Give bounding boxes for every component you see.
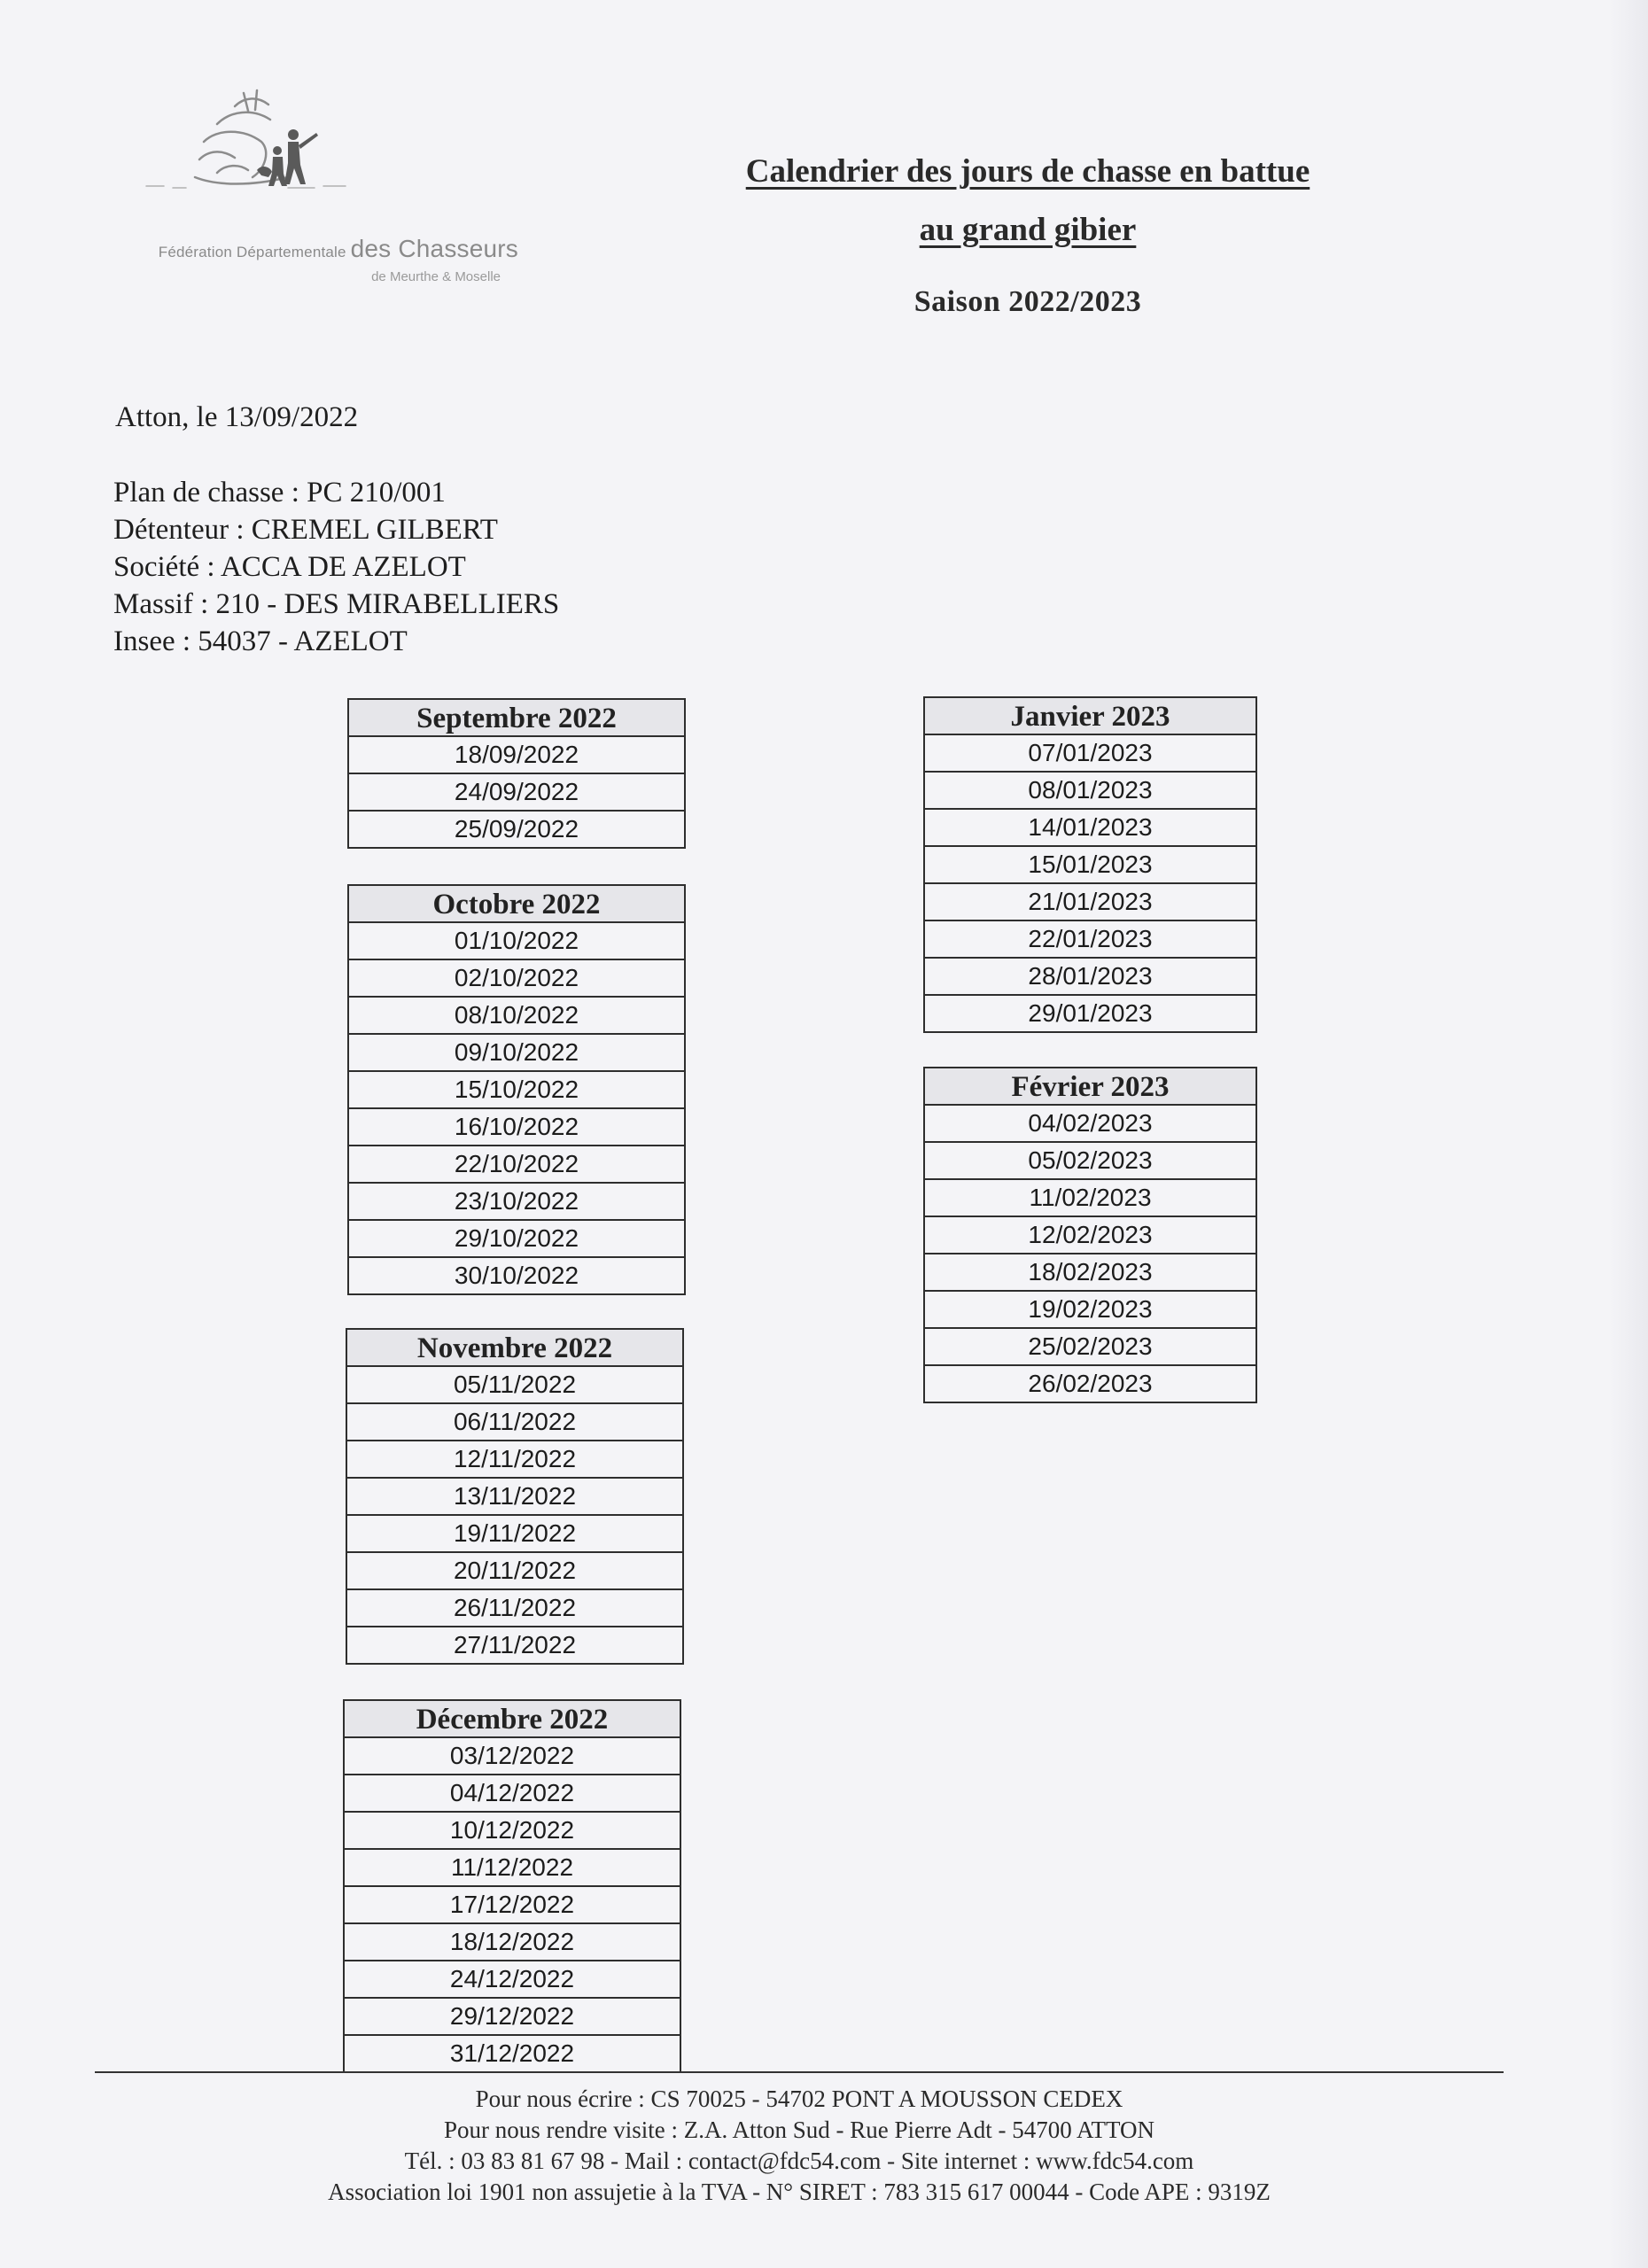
hunt-plan: Plan de chasse : PC 210/001 <box>113 477 446 509</box>
hunt-date-row: 13/11/2022 <box>347 1479 682 1516</box>
hunt-date-row: 08/10/2022 <box>349 998 684 1035</box>
hunt-date-row: 06/11/2022 <box>347 1404 682 1441</box>
month-header: Octobre 2022 <box>349 886 684 923</box>
hunt-date-row: 15/01/2023 <box>925 847 1255 884</box>
hunt-date-row: 22/01/2023 <box>925 921 1255 959</box>
hunt-date-row: 09/10/2022 <box>349 1035 684 1072</box>
society: Société : ACCA DE AZELOT <box>113 551 466 583</box>
footer-divider <box>95 2071 1504 2073</box>
footer-legal: Association loi 1901 non assujetie à la TVA - N° SIRET : 783 315 617 00044 - Code APE : 9319Z <box>328 2179 1271 2205</box>
insee: Insee : 54037 - AZELOT <box>113 625 408 657</box>
hunt-date-row: 18/02/2023 <box>925 1254 1255 1292</box>
hunt-date-row: 16/10/2022 <box>349 1109 684 1146</box>
hunt-date-row: 26/02/2023 <box>925 1366 1255 1403</box>
hunt-date-row: 22/10/2022 <box>349 1146 684 1184</box>
month-table-january <box>923 696 1257 1033</box>
hunters-logo-icon <box>111 89 377 204</box>
hunt-date-row: 27/11/2022 <box>347 1627 682 1665</box>
month-table-october <box>347 884 686 1295</box>
month-header: Janvier 2023 <box>925 698 1255 735</box>
hunt-date-row: 29/12/2022 <box>345 1999 680 2036</box>
hunt-date-row: 29/10/2022 <box>349 1221 684 1258</box>
hunt-date-row: 05/02/2023 <box>925 1143 1255 1180</box>
hunt-date-row: 26/11/2022 <box>347 1590 682 1627</box>
month-table-november <box>346 1328 684 1665</box>
hunt-info-block <box>113 474 559 660</box>
place-date: Atton, le 13/09/2022 <box>115 401 359 433</box>
hunt-date-row: 18/12/2022 <box>345 1924 680 1961</box>
footer-contact: Tél. : 03 83 81 67 98 - Mail : contact@fdc54.com - Site internet : www.fdc54.com <box>404 2148 1194 2174</box>
hunt-date-row: 30/10/2022 <box>349 1258 684 1295</box>
footer <box>95 2084 1504 2208</box>
hunt-date-row: 21/01/2023 <box>925 884 1255 921</box>
hunt-date-row: 15/10/2022 <box>349 1072 684 1109</box>
hunt-date-row: 17/12/2022 <box>345 1887 680 1924</box>
hunt-date-row: 03/12/2022 <box>345 1738 680 1775</box>
federation-logo <box>111 89 518 292</box>
hunt-date-row: 07/01/2023 <box>925 735 1255 773</box>
month-header: Décembre 2022 <box>345 1701 680 1738</box>
logo-org-big: des Chasseurs <box>350 235 518 262</box>
hunt-date-row: 24/09/2022 <box>349 774 684 812</box>
hunt-date-row: 11/02/2023 <box>925 1180 1255 1217</box>
hunt-date-row: 28/01/2023 <box>925 959 1255 996</box>
logo-org-small: Fédération Départementale <box>158 244 346 260</box>
hunt-date-row: 12/11/2022 <box>347 1441 682 1479</box>
month-table-february <box>923 1067 1257 1403</box>
hunt-date-row: 12/02/2023 <box>925 1217 1255 1254</box>
hunt-date-row: 14/01/2023 <box>925 810 1255 847</box>
document-subtitle: au grand gibier <box>919 212 1137 248</box>
hunt-date-row: 29/01/2023 <box>925 996 1255 1033</box>
footer-visit-address: Pour nous rendre visite : Z.A. Atton Sud - Rue Pierre Adt - 54700 ATTON <box>444 2117 1154 2143</box>
scan-edge-shadow <box>1609 0 1648 2268</box>
hunt-date-row: 31/12/2022 <box>345 2036 680 2073</box>
hunt-date-row: 18/09/2022 <box>349 737 684 774</box>
month-table-september <box>347 698 686 849</box>
hunt-date-row: 25/09/2022 <box>349 812 684 849</box>
document-title: Calendrier des jours de chasse en battue <box>745 153 1310 190</box>
hunt-date-row: 02/10/2022 <box>349 960 684 998</box>
hunt-date-row: 08/01/2023 <box>925 773 1255 810</box>
hunt-date-row: 05/11/2022 <box>347 1367 682 1404</box>
logo-org-region: de Meurthe & Moselle <box>371 269 501 284</box>
month-header: Novembre 2022 <box>347 1330 682 1367</box>
month-header: Février 2023 <box>925 1068 1255 1106</box>
massif: Massif : 210 - DES MIRABELLIERS <box>113 588 560 620</box>
hunt-date-row: 04/12/2022 <box>345 1775 680 1813</box>
hunt-date-row: 24/12/2022 <box>345 1961 680 1999</box>
hunt-date-row: 11/12/2022 <box>345 1850 680 1887</box>
hunt-date-row: 04/02/2023 <box>925 1106 1255 1143</box>
footer-postal-address: Pour nous écrire : CS 70025 - 54702 PONT A MOUSSON CEDEX <box>475 2085 1123 2112</box>
season-label: Saison 2022/2023 <box>913 285 1142 318</box>
hunt-date-row: 25/02/2023 <box>925 1329 1255 1366</box>
holder: Détenteur : CREMEL GILBERT <box>113 514 498 546</box>
month-header: Septembre 2022 <box>349 700 684 737</box>
hunt-date-row: 19/02/2023 <box>925 1292 1255 1329</box>
hunt-date-row: 01/10/2022 <box>349 923 684 960</box>
month-table-december <box>343 1699 681 2073</box>
hunt-date-row: 10/12/2022 <box>345 1813 680 1850</box>
hunt-date-row: 20/11/2022 <box>347 1553 682 1590</box>
hunt-date-row: 23/10/2022 <box>349 1184 684 1221</box>
hunt-date-row: 19/11/2022 <box>347 1516 682 1553</box>
logo-org-line <box>111 235 518 263</box>
